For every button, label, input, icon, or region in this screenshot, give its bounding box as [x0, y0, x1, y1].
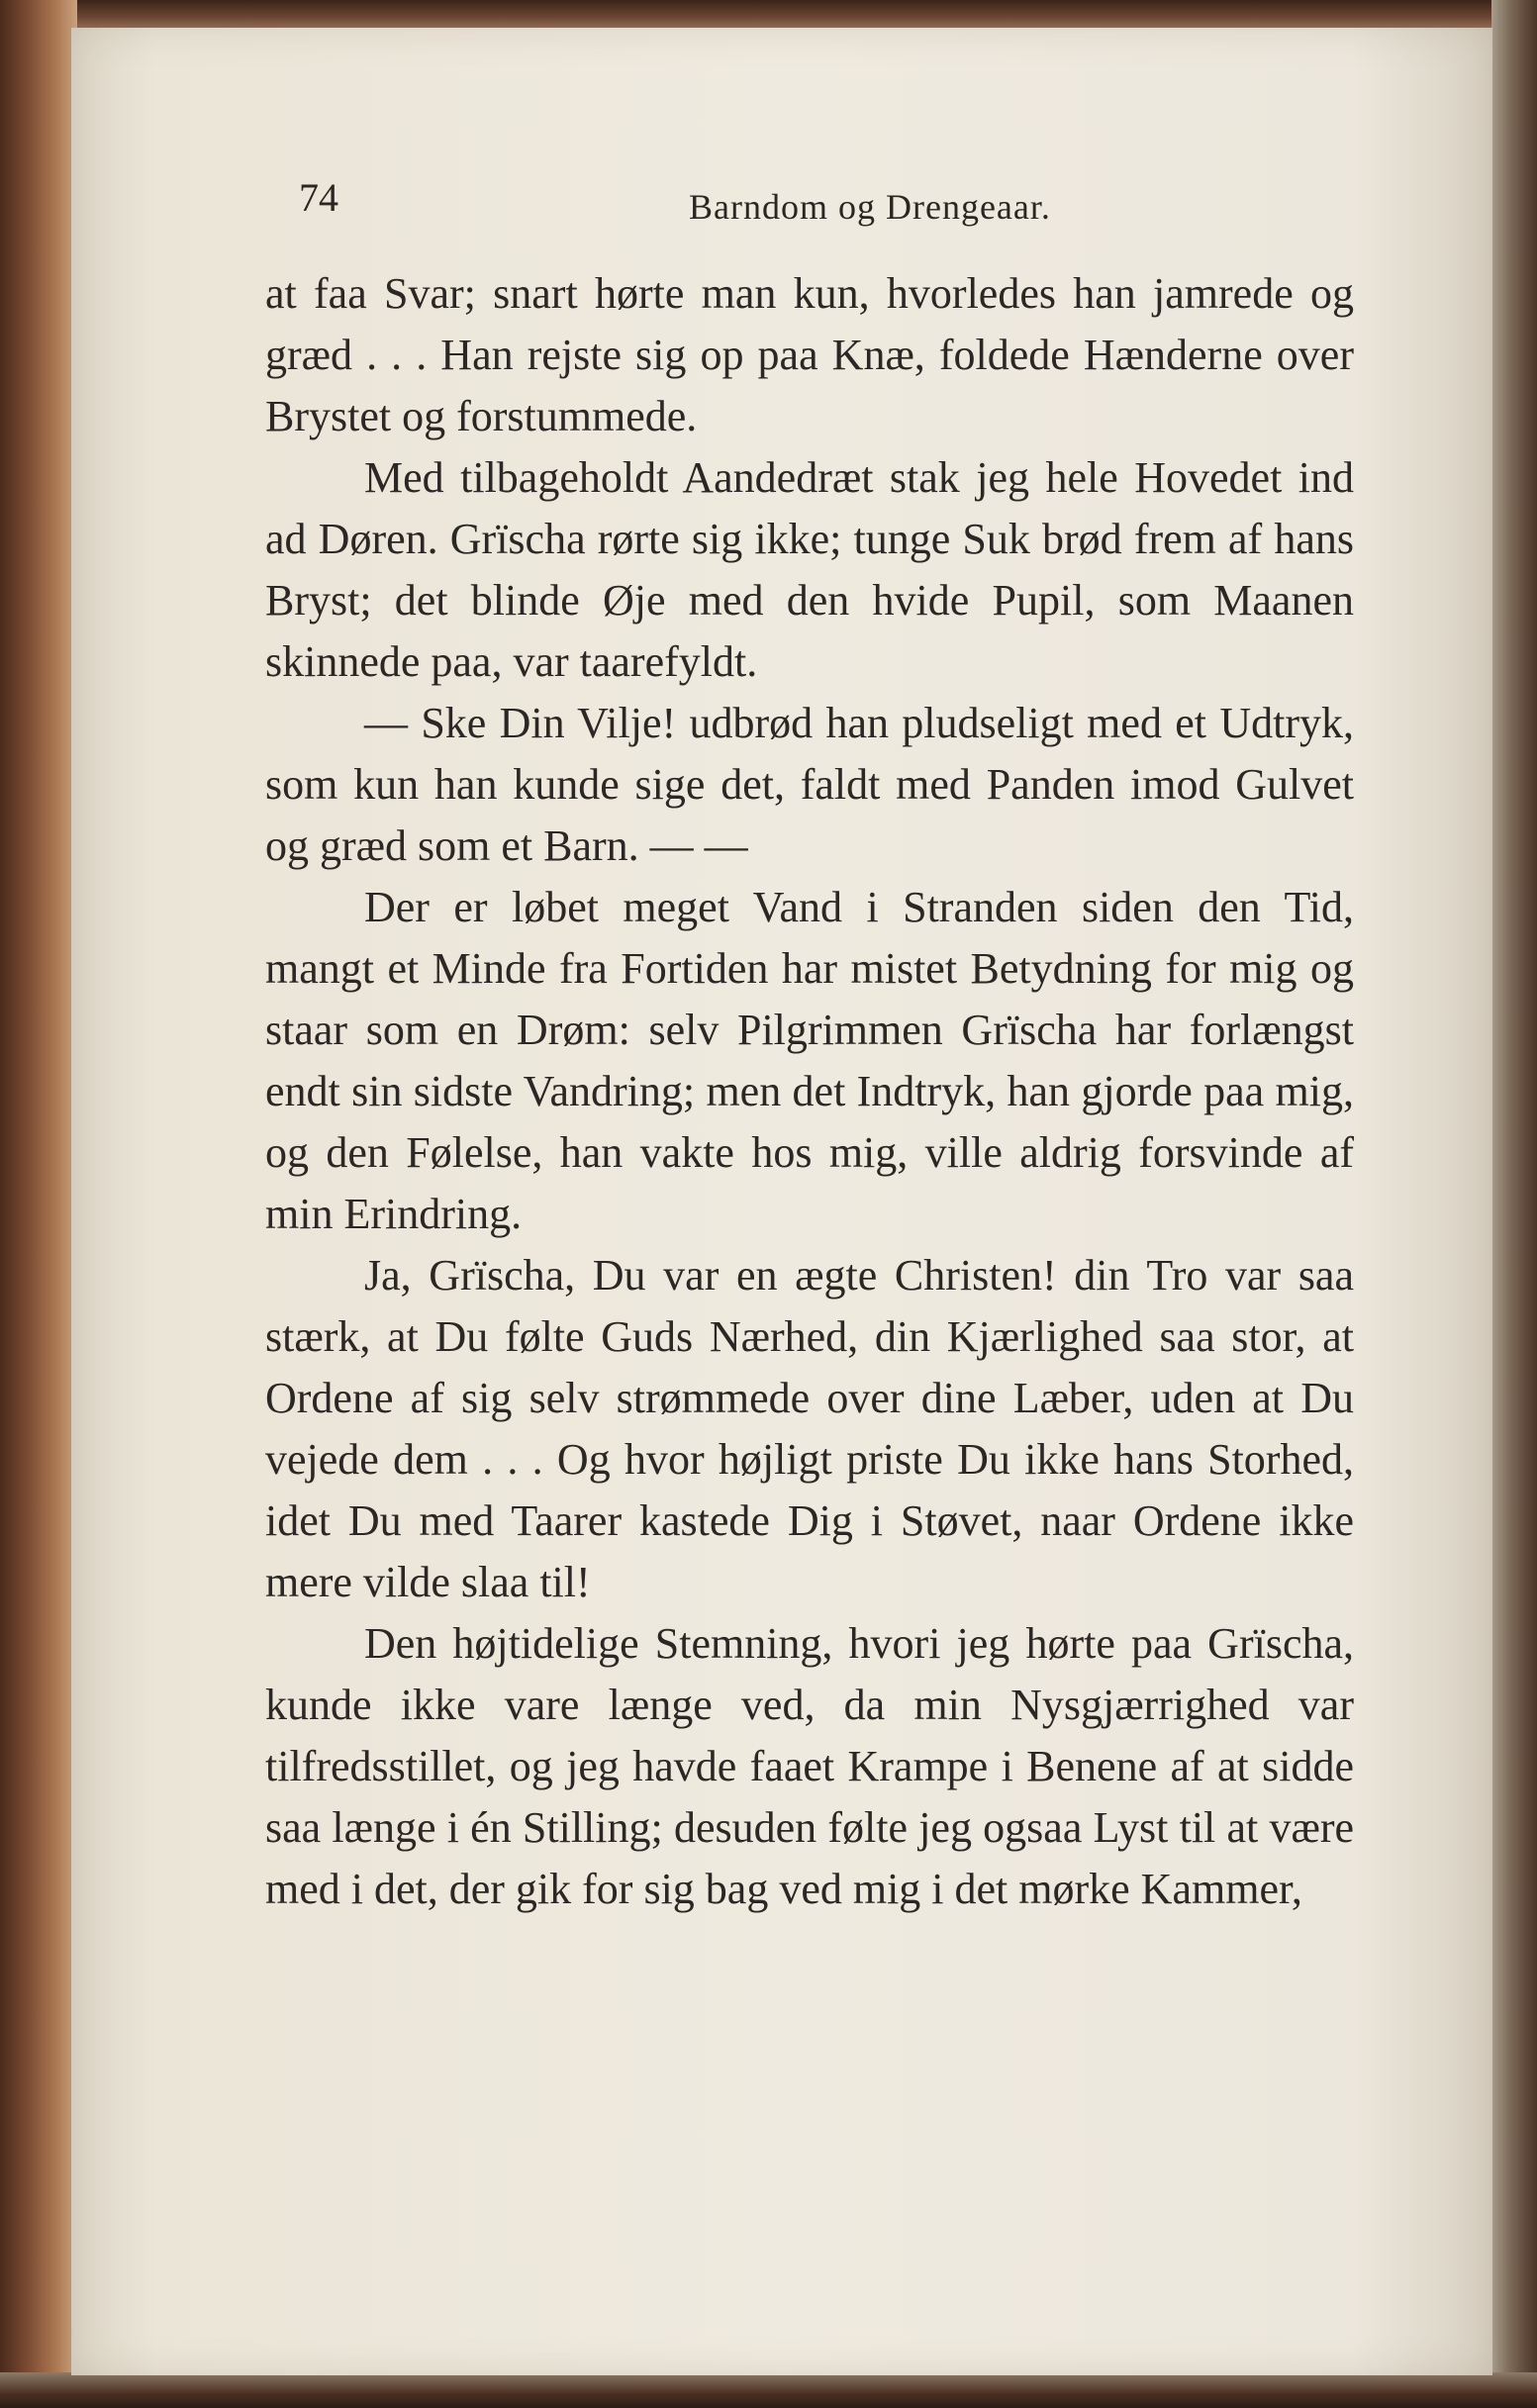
paragraph: Der er løbet meget Vand i Stranden siden den Tid, mangt et Minde fra Fortiden har mistet Betydning for mig og staar som en Drøm: selv Pilgrimmen Grïscha har forlængst endt sin sidste Vandring; men det Indtryk, han gjorde paa mig, og den Følelse, han vakte hos mig, ville aldrig forsvinde af min Erindring.: [265, 883, 1354, 1238]
paragraph: Ja, Grïscha, Du var en ægte Christen! din Tro var saa stærk, at Du følte Guds Nærhed, din Kjærlighed saa stor, at Ordene af sig selv strømmede over dine Læber, uden at Du vejede dem . . . Og hvor højligt priste Du ikke hans Storhed, idet Du med Taarer kastede Dig i Støvet, naar Ordene ikke mere vilde slaa til!: [265, 1251, 1354, 1606]
book-top-edge: [0, 0, 1537, 28]
book-page: [71, 28, 1492, 2375]
book-binding: [0, 0, 77, 2408]
paragraph: at faa Svar; snart hørte man kun, hvorledes han jamrede og græd . . . Han rejste sig op paa Knæ, foldede Hænderne over Brystet og forstummede.: [265, 269, 1354, 440]
page-header: [299, 146, 1190, 226]
body-text: [265, 263, 1354, 1920]
book-bottom-edge: [0, 2372, 1537, 2408]
paragraph: Den højtidelige Stemning, hvori jeg hørte paa Grïscha, kunde ikke vare længe ved, da min Nysgjærrighed var tilfredsstillet, og jeg havde faaet Krampe i Benene af at sidde saa længe i én Stilling; desuden følte jeg ogsaa Lyst til at være med i det, der gik for sig bag ved mig i det mørke Kammer,: [265, 1619, 1354, 1913]
running-head: Barndom og Drengeaar.: [689, 187, 1051, 227]
book-page-edges: [1491, 0, 1537, 2408]
paragraph: Med tilbageholdt Aandedræt stak jeg hele Hovedet ind ad Døren. Grïscha rørte sig ikke; tunge Suk brød frem af hans Bryst; det blinde Øje med den hvide Pupil, som Maanen skinnede paa, var taarefyldt.: [265, 453, 1354, 686]
page-number: 74: [299, 175, 338, 220]
paragraph: — Ske Din Vilje! udbrød han pludseligt med et Udtryk, som kun han kunde sige det, faldt med Panden imod Gulvet og græd som et Barn. — —: [265, 699, 1354, 870]
